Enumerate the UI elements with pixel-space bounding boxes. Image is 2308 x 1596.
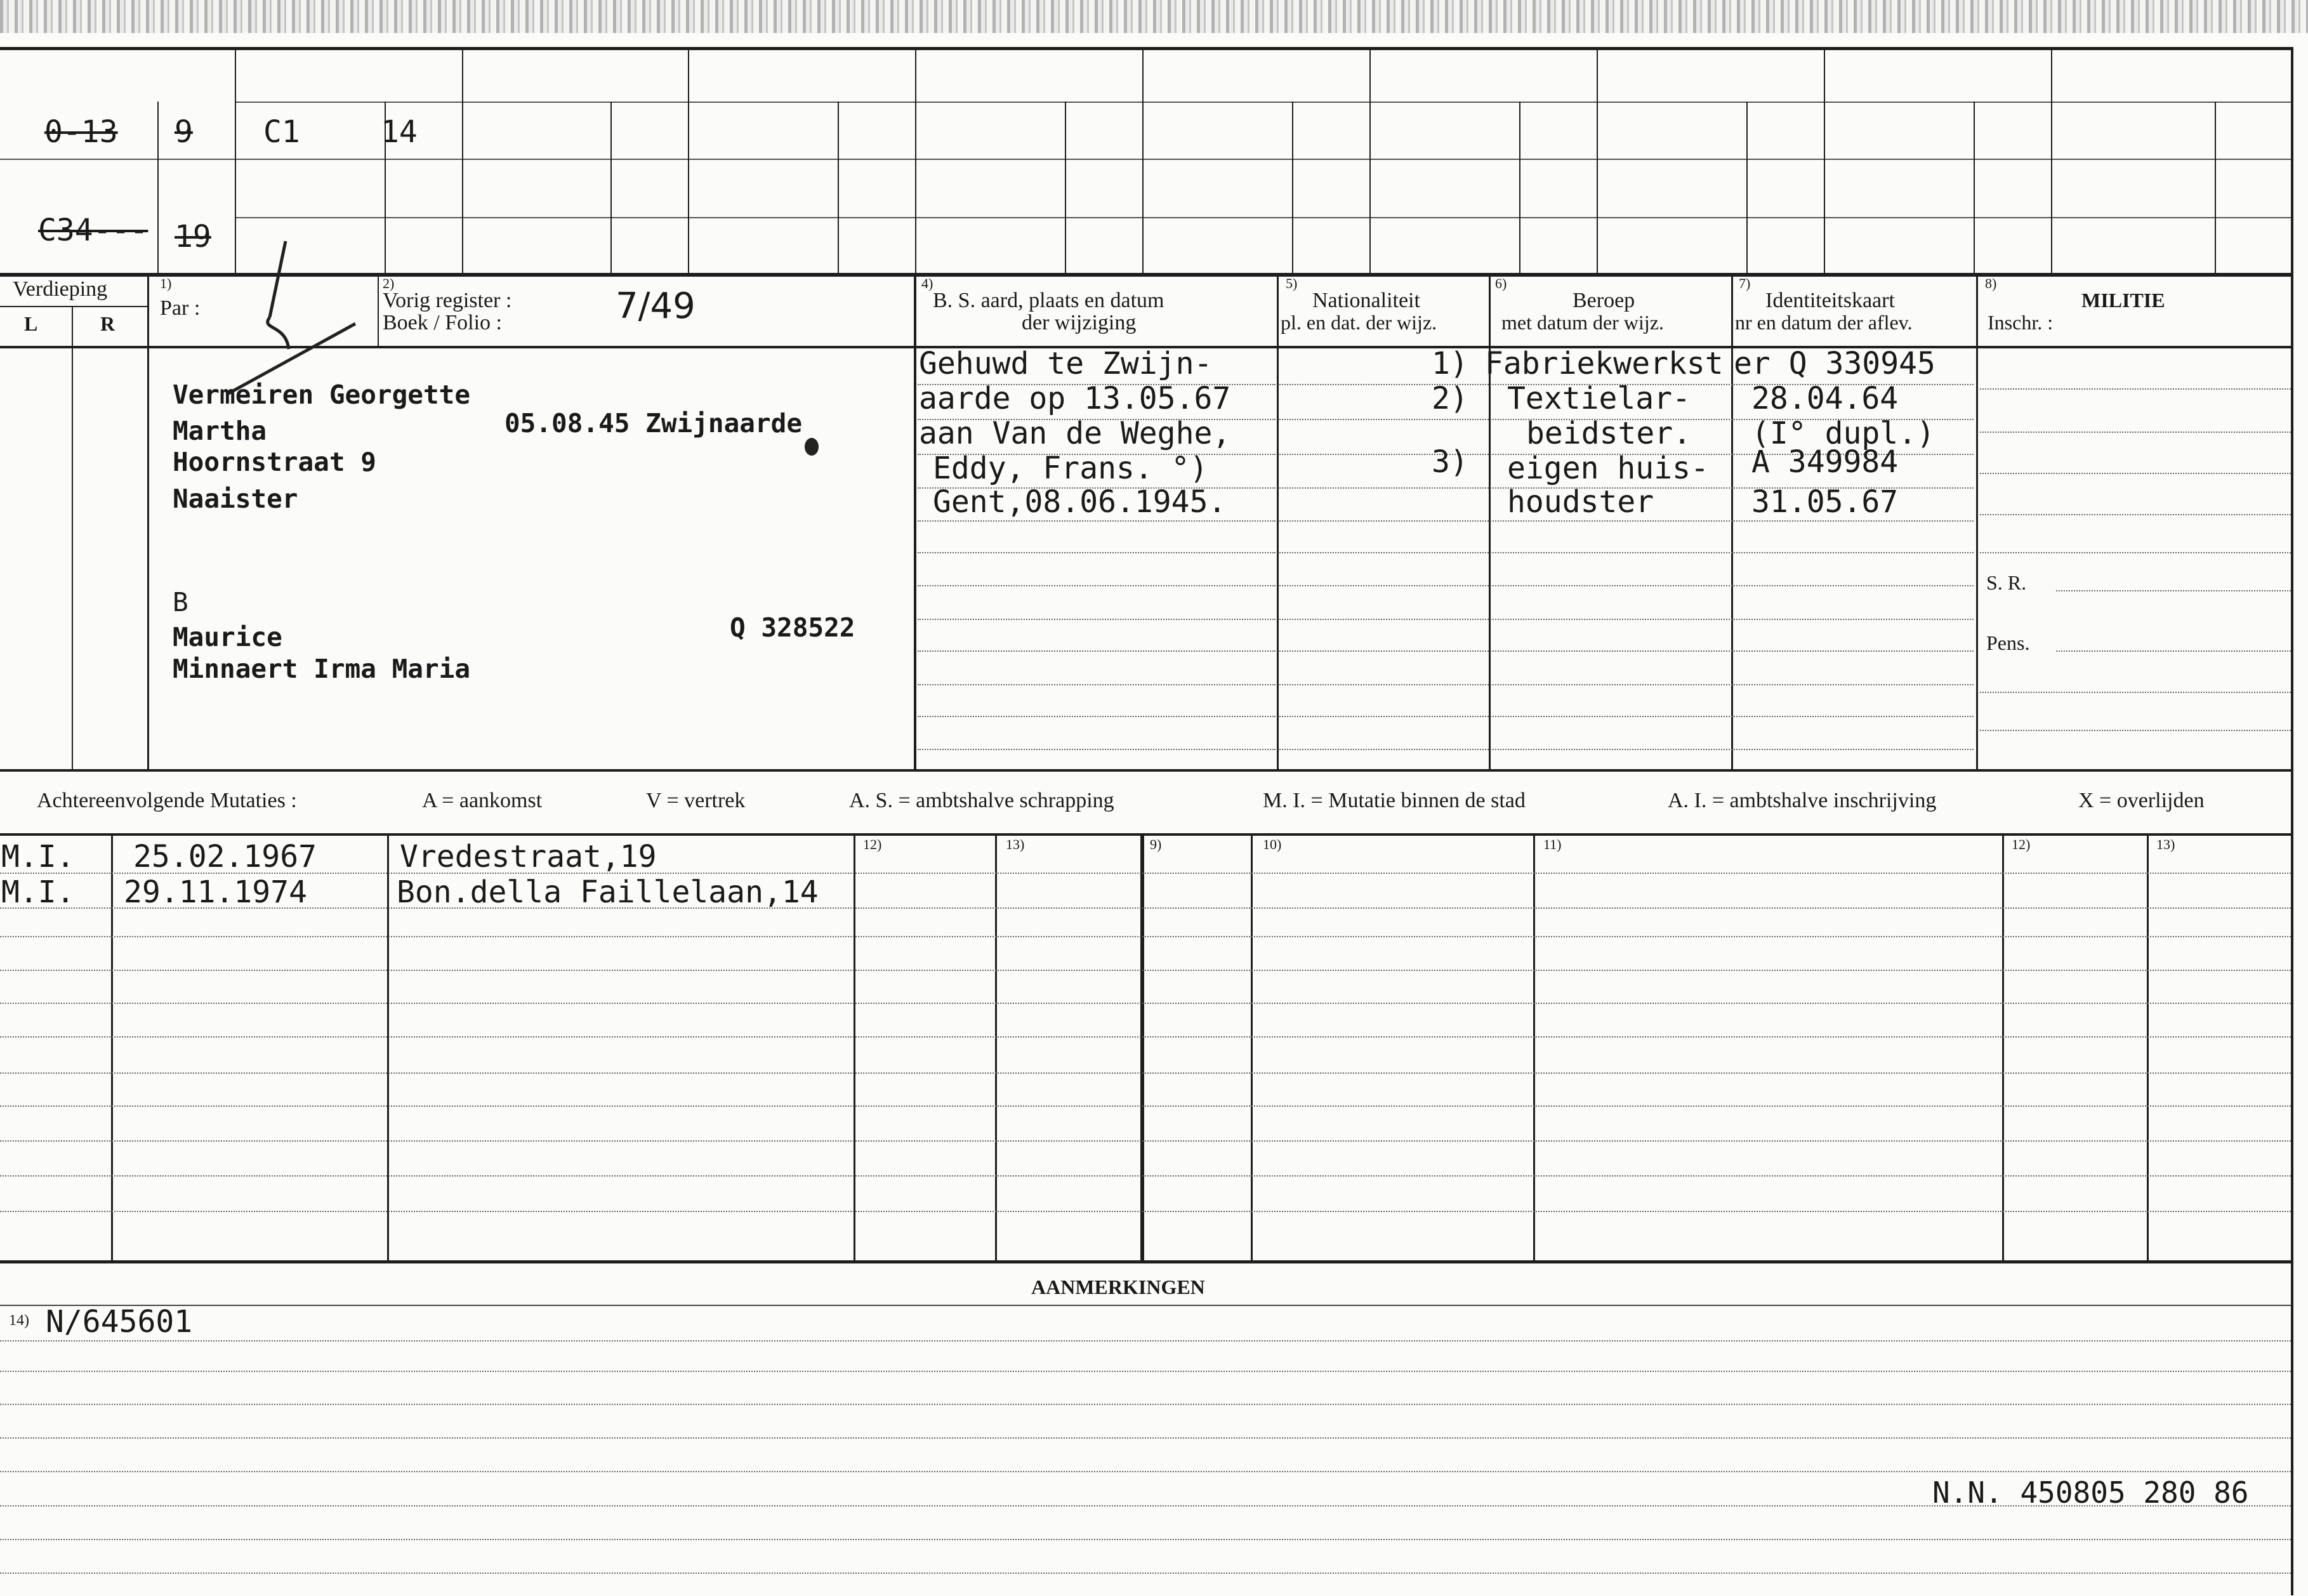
- nat-line-1: 1): [1432, 346, 1468, 381]
- nat-line-2: 2): [1432, 381, 1468, 416]
- id-header-1: Identiteitskaart: [1765, 289, 1895, 312]
- bs-header-1: B. S. aard, plaats en datum: [933, 289, 1164, 312]
- mut-col-10: 10): [1263, 836, 1282, 852]
- bs-line-1: Gehuwd te Zwijn-: [919, 346, 1213, 381]
- beroep-header-2: met datum der wijz.: [1501, 311, 1664, 334]
- footnote-6: 6): [1495, 275, 1507, 291]
- code-0-13: 0-13: [44, 114, 118, 150]
- vorig-register-label: Vorig register :: [383, 289, 512, 312]
- beroep-line-1: Fabriekwerkst: [1485, 346, 1724, 381]
- person-occupation: Naaister: [173, 484, 298, 514]
- legend-mi: M. I. = Mutatie binnen de stad: [1263, 789, 1526, 812]
- mutation-2-date: 29.11.1974: [124, 874, 307, 910]
- mut-col-9: 9): [1150, 836, 1162, 852]
- code-14: 14: [381, 114, 418, 150]
- code-19: 19: [175, 219, 211, 254]
- person-mark: B: [173, 587, 188, 617]
- bs-line-3: aan Van de Weghe,: [919, 416, 1231, 451]
- ink-dot: [805, 438, 819, 456]
- pens-label: Pens.: [1986, 631, 2030, 654]
- r-label: R: [100, 312, 115, 335]
- person-name-2: Martha: [173, 416, 267, 446]
- legend-ai: A. I. = ambtshalve inschrijving: [1668, 789, 1937, 812]
- person-mother: Minnaert Irma Maria: [173, 654, 470, 684]
- vorig-register-value: 7/49: [616, 286, 696, 327]
- mutation-1-address: Vredestraat,19: [400, 839, 657, 874]
- mutation-1-date: 25.02.1967: [133, 839, 317, 874]
- person-address: Hoornstraat 9: [173, 447, 376, 477]
- bs-header-2: der wijziging: [1022, 311, 1137, 334]
- nat-header-1: Nationaliteit: [1312, 289, 1420, 312]
- beroep-line-3: beidster.: [1526, 416, 1692, 451]
- national-number: N.N. 450805 280 86: [1932, 1475, 2249, 1510]
- footnote-4: 4): [921, 275, 933, 291]
- legend-a: A = aankomst: [422, 789, 543, 812]
- l-label: L: [24, 312, 38, 335]
- footnote-5: 5): [1286, 275, 1298, 291]
- militie-header: MILITIE: [2081, 289, 2165, 312]
- code-c34: C34---: [38, 213, 148, 248]
- footnote-2: 2): [383, 275, 395, 291]
- id-line-2: 28.04.64: [1751, 381, 1899, 416]
- bs-line-5: Gent,08.06.1945.: [933, 484, 1227, 520]
- person-id-ref: Q 328522: [730, 612, 855, 643]
- mut-col-13b: 13): [2156, 836, 2175, 852]
- sr-label: S. R.: [1986, 571, 2027, 594]
- id-line-4: A 349984: [1751, 444, 1899, 480]
- remarks-title: AANMERKINGEN: [1031, 1276, 1205, 1298]
- footnote-14: 14): [9, 1312, 29, 1329]
- footnote-8: 8): [1985, 275, 1997, 291]
- beroep-header-1: Beroep: [1573, 289, 1635, 312]
- footnote-7: 7): [1739, 275, 1751, 291]
- legend-top-rule: [0, 769, 2291, 772]
- legend-x: X = overlijden: [2078, 789, 2205, 812]
- mut-col-12: 12): [863, 836, 882, 852]
- mut-col-13: 13): [1006, 836, 1025, 852]
- beroep-line-5: houdster: [1507, 484, 1654, 520]
- inschr-label: Inschr. :: [1988, 311, 2054, 334]
- bs-line-4: Eddy, Frans. °): [933, 451, 1208, 486]
- bs-line-2: aarde op 13.05.67: [919, 381, 1231, 416]
- id-line-3: (I° dupl.): [1751, 416, 1935, 451]
- legend-as: A. S. = ambtshalve schrapping: [849, 789, 1114, 812]
- id-line-1: er Q 330945: [1734, 346, 1935, 381]
- remarks-value: N/645601: [46, 1304, 193, 1340]
- boek-folio-label: Boek / Folio :: [383, 311, 502, 334]
- beroep-line-4: eigen huis-: [1507, 451, 1709, 486]
- mutation-2-address: Bon.della Faillelaan,14: [397, 874, 819, 910]
- mutation-1-type: M.I.: [1, 839, 75, 874]
- id-header-2: nr en datum der aflev.: [1735, 311, 1913, 334]
- mut-col-12b: 12): [2012, 836, 2031, 852]
- nat-line-4: 3): [1432, 444, 1468, 480]
- code-c1: C1: [263, 114, 300, 150]
- par-label: Par :: [160, 296, 201, 320]
- mutation-2-type: M.I.: [1, 874, 75, 910]
- nat-header-2: pl. en dat. der wijz.: [1281, 311, 1437, 334]
- legend-v: V = vertrek: [646, 789, 746, 812]
- person-birth: 05.08.45 Zwijnaarde: [504, 408, 802, 439]
- id-line-5: 31.05.67: [1751, 484, 1899, 520]
- code-9: 9: [175, 114, 193, 150]
- person-father: Maurice: [173, 622, 282, 652]
- mut-col-11: 11): [1543, 836, 1562, 852]
- remarks-top-rule: [0, 1305, 2291, 1306]
- verdieping-label: Verdieping: [13, 277, 108, 301]
- person-name: Vermeiren Georgette: [173, 379, 470, 410]
- footnote-1: 1): [160, 275, 172, 291]
- legend-title: Achtereenvolgende Mutaties :: [37, 789, 297, 812]
- beroep-line-2: Textielar-: [1507, 381, 1691, 416]
- scan-noise-strip: [0, 0, 2308, 33]
